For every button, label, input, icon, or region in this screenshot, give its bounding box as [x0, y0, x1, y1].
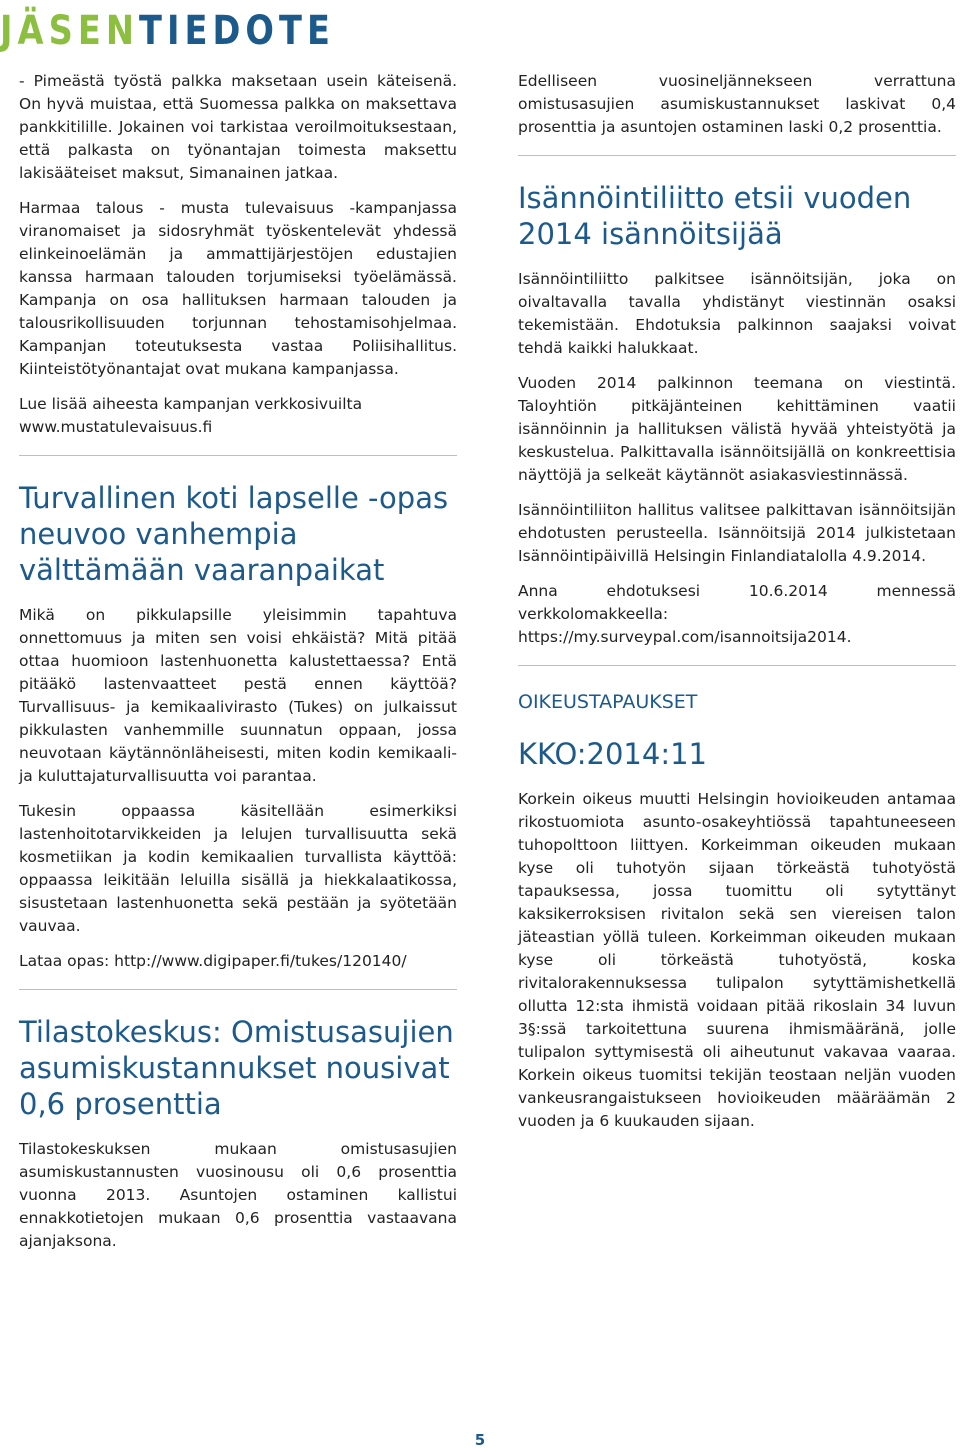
paragraph: Vuoden 2014 palkinnon teemana on viestintä. Taloyhtiön pitkäjänteinen kehittäminen vaatii isännöinnin ja hallituksen välistä hyvää yhteistyötä ja keskustelua. Palkittavalla isännöitsijällä on konkreettisia näyttöjä ja selkeät käytännöt asiakasviestinnässä.	[518, 374, 956, 484]
article-title: Isännöintiliitto etsii vuoden 2014 isännöitsijää	[518, 181, 912, 251]
paragraph: Isännöintiliiton hallitus valitsee palkittavan isännöitsijän ehdotusten perusteella. Isännöitsijä 2014 julkistetaan Isännöintipäivillä Helsingin Finlandiatalolla 4.9.2014.	[518, 501, 956, 565]
paragraph: Lataa opas: http://www.digipaper.fi/tukes/120140/	[19, 952, 407, 970]
masthead-part1: JÄSEN	[0, 8, 139, 54]
section-divider	[19, 989, 457, 990]
page-number: 5	[474, 1431, 486, 1449]
masthead-logo	[0, 6, 806, 56]
paragraph: Tilastokeskuksen mukaan omistusasujien asumiskustannusten vuosinousu oli 0,6 prosenttia vuonna 2013. Asuntojen ostaminen kallistui ennakkotietojen mukaan 0,6 prosenttia vastaavana ajanjaksona.	[19, 1140, 457, 1250]
section-divider	[19, 455, 457, 456]
masthead-part2: TIEDOTE	[138, 8, 335, 54]
article-title: Tilastokeskus: Omistusasujien asumiskustannukset nousivat 0,6 prosenttia	[19, 1015, 454, 1121]
left-column	[19, 70, 457, 1265]
paragraph: Anna ehdotuksesi 10.6.2014 mennessä verkkolomakkeella: https://my.surveypal.com/isannoitsija2014.	[518, 582, 956, 646]
paragraph: Harmaa talous - musta tulevaisuus -kampanjassa viranomaiset ja sidosryhmät työskentelevät yhdessä elinkeinoelämän ja ammattijärjestöjen edustajien kanssa harmaan talouden torjumiseksi työelämässä. Kampanja on osa hallituksen harmaan talouden ja talousrikollisuuden torjunnan tehostamisohjelmaa. Kampanjan toteutuksesta vastaa Poliisihallitus. Kiinteistötyönantajat ovat mukana kampanjassa.	[19, 199, 457, 378]
section-kicker: OIKEUSTAPAUKSET	[518, 691, 698, 713]
paragraph: Isännöintiliitto palkitsee isännöitsijän, joka on oivaltavalla tavalla yhdistänyt viestinnän osaksi tekemistään. Ehdotuksia palkinnon saajaksi voivat tehdä kaikki halukkaat.	[518, 270, 956, 357]
section-divider	[518, 665, 956, 666]
paragraph: Korkein oikeus muutti Helsingin hovioikeuden antamaa rikostuomiota asunto-osakeyhtiössä tapahtuneeseen tuhopolttoon liittyen. Korkeimman oikeuden mukaan kyse oli tuhotyön sijaan törkeästä tuhotyöstä tapauksessa, jossa tuomittu oli sytyttänyt kaksikerroksisen rivitalon sekä sen viereisen talon jäteastian yöllä tuleen. Korkeimman oikeuden mukaan kyse oli törkeästä tuhotyöstä, koska rivitalorakennuksessa tulipalon sytyttämishetkellä ollutta 12:sta ihmistä voidaan pitää rikoslain 34 luvun 3§:ssä tarkoitettuna suurena ihmismääränä, jolle tulipalon syttymisestä oli aiheutunut vakavaa vaaraa. Korkein oikeus tuomitsi tekijän teostaan neljän vuoden vankeusrangaistukseen hovioikeuden määräämän 2 vuoden ja 6 kuukauden sijaan.	[518, 790, 956, 1130]
paragraph: Tukesin oppaassa käsitellään esimerkiksi lastenhoitotarvikkeiden ja lelujen turvallisuutta sekä kosmetiikan ja kodin kemikaalien turvallista käyttöä: oppaassa leikitään leluilla sisällä ja hiekkalaatikossa, sisustetaan lastenhuonetta sekä pestään ja syötetään vauvaa.	[19, 802, 457, 935]
paragraph: Lue lisää aiheesta kampanjan verkkosivuilta www.mustatulevaisuus.fi	[19, 395, 363, 436]
article-title: KKO:2014:11	[518, 737, 708, 771]
paragraph: Edelliseen vuosineljännekseen verrattuna omistusasujien asumiskustannukset laskivat 0,4 prosenttia ja asuntojen ostaminen laski 0,2 prosenttia.	[518, 72, 956, 136]
right-column	[518, 70, 956, 1145]
paragraph: - Pimeästä työstä palkka maksetaan usein käteisenä. On hyvä muistaa, että Suomessa palkka on maksettava pankkitilille. Jokainen voi tarkistaa veroilmoituksestaan, että palkasta on työnantajan toimesta maksettu lakisääteiset maksut, Simanainen jatkaa.	[19, 72, 457, 182]
article-title: Turvallinen koti lapselle -opas neuvoo vanhempia välttämään vaaranpaikat	[19, 481, 449, 587]
section-divider	[518, 155, 956, 156]
paragraph: Mikä on pikkulapsille yleisimmin tapahtuva onnettomuus ja miten sen voisi ehkäistä? Mitä pitää ottaa huomioon lastenhuonetta kalustettaessa? Entä pitääkö lastenvaatteet pestä ennen käyttöä? Turvallisuus- ja kemikaalivirasto (Tukes) on julkaissut pikkulasten vanhemmille suunnatun oppaan, jossa neuvotaan käytännönläheisesti, miten kodin kemikaali- ja kuluttajaturvallisuutta voi parantaa.	[19, 606, 457, 785]
